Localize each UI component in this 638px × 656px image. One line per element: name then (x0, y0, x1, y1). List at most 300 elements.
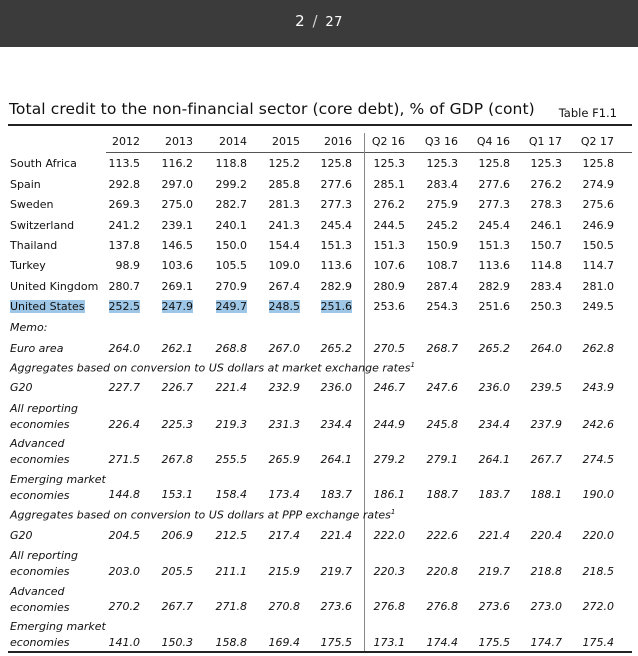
country-value (570, 198, 614, 211)
row-label-text: G20 (10, 529, 33, 542)
cell-value: 98.9 (115, 259, 140, 272)
aggregate-value (308, 600, 352, 613)
page-separator: / (312, 12, 319, 30)
cell-value: 249.5 (582, 300, 614, 313)
cell-value: 252.5 (108, 300, 140, 313)
cell-value: 292.8 (108, 178, 140, 191)
aggregate-value (96, 488, 140, 501)
row-label-text: Sweden (10, 198, 54, 211)
cell-value: 251.6 (320, 300, 352, 313)
country-value (149, 239, 193, 252)
cell-value: 241.2 (108, 219, 140, 232)
cell-value: 107.6 (373, 259, 405, 272)
country-label (10, 259, 46, 272)
cell-value: 283.4 (530, 280, 562, 293)
cell-value: 277.3 (320, 198, 352, 211)
cell-value: 273.6 (478, 600, 510, 613)
aggregate-value (203, 453, 247, 466)
country-label (10, 280, 98, 293)
country-value (203, 239, 247, 252)
cell-value: 265.2 (478, 342, 510, 355)
cell-value: 276.2 (530, 178, 562, 191)
country-value (256, 280, 300, 293)
cell-value: 113.6 (320, 259, 352, 272)
aggregate-value (414, 418, 458, 431)
country-value (308, 259, 352, 272)
aggregate-value (414, 488, 458, 501)
pdf-viewer-toolbar (0, 0, 638, 47)
cell-value: 267.0 (268, 342, 300, 355)
country-value (256, 157, 300, 170)
country-value (96, 259, 140, 272)
country-value (361, 239, 405, 252)
country-value (518, 300, 562, 313)
aggregate-value (256, 636, 300, 649)
cell-value: 248.5 (268, 300, 300, 313)
cell-value: 219.3 (215, 418, 247, 431)
cell-value: 232.9 (268, 381, 300, 394)
cell-value: 271.5 (108, 453, 140, 466)
aggregate-value (96, 453, 140, 466)
euro-area-value (149, 342, 193, 355)
cell-value: 144.8 (108, 488, 140, 501)
country-value (256, 178, 300, 191)
cell-value: 246.9 (582, 219, 614, 232)
aggregate-label-cont (10, 636, 70, 649)
row-label-text: South Africa (10, 157, 77, 170)
aggregate-value (361, 636, 405, 649)
cell-value: 173.1 (373, 636, 405, 649)
country-value (361, 198, 405, 211)
cell-value: 150.5 (582, 239, 614, 252)
cell-value: 240.1 (215, 219, 247, 232)
cell-value: 273.6 (320, 600, 352, 613)
aggregate-value (256, 488, 300, 501)
cell-value: 270.5 (373, 342, 405, 355)
aggregate-value (570, 636, 614, 649)
cell-value: 264.0 (530, 342, 562, 355)
table-title: Total credit to the non-financial sector (core debt), % of GDP (cont) (9, 100, 535, 118)
country-value (308, 198, 352, 211)
cell-value: 153.1 (161, 488, 193, 501)
column-header: 2015 (272, 135, 300, 148)
cell-value: 282.9 (478, 280, 510, 293)
cell-value: 175.5 (320, 636, 352, 649)
row-label-text: economies (10, 418, 70, 431)
country-value (149, 259, 193, 272)
country-value (570, 259, 614, 272)
cell-value: 174.4 (426, 636, 458, 649)
cell-value: 150.9 (426, 239, 458, 252)
header-rule (106, 152, 632, 153)
country-value (96, 178, 140, 191)
aggregate-value (361, 529, 405, 542)
cell-value: 222.6 (426, 529, 458, 542)
aggregate-value (361, 600, 405, 613)
aggregate-label-cont (10, 489, 70, 502)
cell-value: 154.4 (268, 239, 300, 252)
country-value (308, 239, 352, 252)
country-value (308, 178, 352, 191)
cell-value: 283.4 (426, 178, 458, 191)
cell-value: 249.7 (215, 300, 247, 313)
country-value (518, 259, 562, 272)
cell-value: 217.4 (268, 529, 300, 542)
cell-value: 109.0 (268, 259, 300, 272)
cell-value: 241.3 (268, 219, 300, 232)
aggregate-value (149, 600, 193, 613)
cell-value: 158.8 (215, 636, 247, 649)
country-value (96, 239, 140, 252)
cell-value: 274.5 (582, 453, 614, 466)
aggregate-value (203, 600, 247, 613)
aggregate-value (96, 381, 140, 394)
cell-value: 239.1 (161, 219, 193, 232)
country-label (10, 219, 74, 232)
country-value (466, 219, 510, 232)
aggregate-value (570, 381, 614, 394)
aggregate-label (10, 473, 106, 486)
aggregate-value (414, 565, 458, 578)
country-value (361, 157, 405, 170)
cell-value: 175.4 (582, 636, 614, 649)
cell-value: 226.4 (108, 418, 140, 431)
cell-value: 269.3 (108, 198, 140, 211)
aggregate-label (10, 585, 65, 598)
aggregate-value (203, 381, 247, 394)
cell-value: 245.4 (478, 219, 510, 232)
cell-value: 281.0 (582, 280, 614, 293)
cell-value: 141.0 (108, 636, 140, 649)
cell-value: 205.5 (161, 565, 193, 578)
country-value (203, 280, 247, 293)
aggregate-value (256, 565, 300, 578)
aggregate-value (361, 565, 405, 578)
aggregate-value (203, 418, 247, 431)
aggregate-value (518, 600, 562, 613)
row-label-text: economies (10, 489, 70, 502)
cell-value: 105.5 (215, 259, 247, 272)
aggregate-label (10, 549, 78, 562)
country-value (149, 157, 193, 170)
cell-value: 118.8 (215, 157, 247, 170)
country-value (149, 280, 193, 293)
column-header: 2012 (112, 135, 140, 148)
aggregate-label (10, 620, 106, 633)
country-value (361, 300, 405, 313)
aggregate-value (361, 381, 405, 394)
cell-value: 125.8 (582, 157, 614, 170)
cell-value: 282.9 (320, 280, 352, 293)
country-value (466, 300, 510, 313)
cell-value: 116.2 (161, 157, 193, 170)
country-value (308, 219, 352, 232)
table-bottom-rule (8, 651, 632, 653)
cell-value: 150.7 (530, 239, 562, 252)
country-value (518, 198, 562, 211)
aggregate-value (96, 529, 140, 542)
country-value (96, 300, 140, 313)
aggregate-value (570, 600, 614, 613)
cell-value: 226.7 (161, 381, 193, 394)
aggregate-value (96, 565, 140, 578)
country-value (518, 219, 562, 232)
column-header: Q4 16 (476, 135, 510, 148)
cell-value: 151.3 (320, 239, 352, 252)
column-header: Q3 16 (424, 135, 458, 148)
euro-area-value (361, 342, 405, 355)
aggregate-value (308, 381, 352, 394)
cell-value: 267.7 (161, 600, 193, 613)
country-value (414, 280, 458, 293)
cell-value: 251.6 (478, 300, 510, 313)
country-value (570, 280, 614, 293)
column-header: Q2 16 (371, 135, 405, 148)
cell-value: 211.1 (215, 565, 247, 578)
aggregate-value (149, 453, 193, 466)
country-label (10, 239, 57, 252)
cell-value: 222.0 (373, 529, 405, 542)
current-page: 2 (295, 12, 306, 30)
aggregate-value (570, 488, 614, 501)
country-value (203, 300, 247, 313)
cell-value: 270.8 (268, 600, 300, 613)
aggregate-value (466, 565, 510, 578)
aggregate-label (10, 529, 33, 542)
country-value (96, 157, 140, 170)
aggregate-value (256, 600, 300, 613)
cell-value: 203.0 (108, 565, 140, 578)
country-value (149, 219, 193, 232)
cell-value: 221.4 (478, 529, 510, 542)
cell-value: 234.4 (478, 418, 510, 431)
country-value (414, 157, 458, 170)
cell-value: 264.0 (108, 342, 140, 355)
aggregate-value (256, 453, 300, 466)
column-header: Q1 17 (528, 135, 562, 148)
row-label-text: Euro area (10, 342, 64, 355)
cell-value: 250.3 (530, 300, 562, 313)
cell-value: 125.2 (268, 157, 300, 170)
aggregate-value (96, 418, 140, 431)
country-value (256, 198, 300, 211)
cell-value: 268.8 (215, 342, 247, 355)
cell-value: 237.9 (530, 418, 562, 431)
column-header: Q2 17 (580, 135, 614, 148)
row-label-text: economies (10, 565, 70, 578)
aggregate-value (308, 453, 352, 466)
cell-value: 246.1 (530, 219, 562, 232)
aggregate-value (466, 636, 510, 649)
country-value (518, 239, 562, 252)
cell-value: 274.9 (582, 178, 614, 191)
cell-value: 188.1 (530, 488, 562, 501)
country-label (10, 157, 77, 170)
aggregate-value (518, 529, 562, 542)
row-label-text: All reporting (10, 402, 78, 415)
cell-value: 220.4 (530, 529, 562, 542)
euro-area-value (96, 342, 140, 355)
country-value (466, 259, 510, 272)
cell-value: 268.7 (426, 342, 458, 355)
cell-value: 173.4 (268, 488, 300, 501)
euro-area-value (308, 342, 352, 355)
aggregate-value (518, 565, 562, 578)
column-header: 2013 (165, 135, 193, 148)
cell-value: 175.5 (478, 636, 510, 649)
country-value (466, 280, 510, 293)
cell-value: 247.6 (426, 381, 458, 394)
row-label-text: Memo: (10, 321, 48, 334)
aggregate-value (414, 453, 458, 466)
aggregate-value (308, 418, 352, 431)
country-value (414, 239, 458, 252)
aggregate-value (149, 488, 193, 501)
euro-area-value (518, 342, 562, 355)
country-value (414, 198, 458, 211)
country-value (203, 178, 247, 191)
country-label (10, 198, 53, 211)
section-ppp-rates (10, 508, 395, 522)
cell-value: 277.6 (320, 178, 352, 191)
aggregate-value (361, 488, 405, 501)
aggregate-value (414, 381, 458, 394)
country-value (570, 178, 614, 191)
aggregate-value (518, 381, 562, 394)
cell-value: 262.1 (161, 342, 193, 355)
aggregate-value (466, 488, 510, 501)
cell-value: 113.5 (108, 157, 140, 170)
cell-value: 221.4 (320, 529, 352, 542)
cell-value: 239.5 (530, 381, 562, 394)
cell-value: 276.2 (373, 198, 405, 211)
table-top-rule (8, 124, 632, 126)
country-value (308, 280, 352, 293)
country-value (149, 300, 193, 313)
cell-value: 245.2 (426, 219, 458, 232)
aggregate-value (149, 418, 193, 431)
aggregate-value (256, 529, 300, 542)
country-value (256, 259, 300, 272)
cell-value: 247.9 (161, 300, 193, 313)
cell-value: 246.7 (373, 381, 405, 394)
country-value (203, 219, 247, 232)
country-value (149, 198, 193, 211)
aggregate-label-cont (10, 418, 70, 431)
cell-value: 242.6 (582, 418, 614, 431)
cell-value: 279.2 (373, 453, 405, 466)
aggregate-value (203, 565, 247, 578)
country-label (10, 300, 85, 313)
country-value (203, 157, 247, 170)
cell-value: 125.8 (320, 157, 352, 170)
cell-value: 285.8 (268, 178, 300, 191)
aggregate-value (96, 636, 140, 649)
cell-value: 269.1 (161, 280, 193, 293)
euro-area-value (466, 342, 510, 355)
cell-value: 271.8 (215, 600, 247, 613)
cell-value: 227.7 (108, 381, 140, 394)
aggregate-label-cont (10, 565, 70, 578)
aggregate-value (256, 418, 300, 431)
memo-label (10, 321, 47, 334)
column-header: 2014 (219, 135, 247, 148)
row-label-text: United Kingdom (10, 280, 99, 293)
cell-value: 125.3 (530, 157, 562, 170)
cell-value: 204.5 (108, 529, 140, 542)
cell-value: 265.9 (268, 453, 300, 466)
cell-value: 264.1 (320, 453, 352, 466)
cell-value: 278.3 (530, 198, 562, 211)
country-value (466, 178, 510, 191)
cell-value: 220.8 (426, 565, 458, 578)
country-value (149, 178, 193, 191)
cell-value: 279.1 (426, 453, 458, 466)
cell-value: 221.4 (215, 381, 247, 394)
euro-area-value (256, 342, 300, 355)
country-value (518, 178, 562, 191)
cell-value: 287.4 (426, 280, 458, 293)
aggregate-label (10, 381, 33, 394)
cell-value: 273.0 (530, 600, 562, 613)
country-value (256, 300, 300, 313)
country-value (466, 239, 510, 252)
row-label-text: economies (10, 601, 70, 614)
row-label-text: Switzerland (10, 219, 75, 232)
aggregate-value (308, 636, 352, 649)
country-value (361, 280, 405, 293)
cell-value: 267.8 (161, 453, 193, 466)
aggregate-value (570, 453, 614, 466)
cell-value: 270.2 (108, 600, 140, 613)
row-label-text: economies (10, 453, 70, 466)
cell-value: 146.5 (161, 239, 193, 252)
aggregate-label-cont (10, 601, 70, 614)
aggregate-value (256, 381, 300, 394)
row-label-text: Thailand (10, 239, 58, 252)
section-market-rates (10, 361, 415, 375)
cell-value: 225.3 (161, 418, 193, 431)
cell-value: 267.4 (268, 280, 300, 293)
row-label-text: Turkey (10, 259, 46, 272)
aggregate-value (414, 600, 458, 613)
cell-value: 281.3 (268, 198, 300, 211)
aggregate-value (308, 529, 352, 542)
cell-value: 188.7 (426, 488, 458, 501)
country-value (414, 219, 458, 232)
cell-value: 255.5 (215, 453, 247, 466)
cell-value: 158.4 (215, 488, 247, 501)
footnote-marker: 1 (390, 508, 396, 516)
euro-area-value (203, 342, 247, 355)
cell-value: 244.5 (373, 219, 405, 232)
cell-value: 218.5 (582, 565, 614, 578)
country-value (308, 157, 352, 170)
country-value (570, 157, 614, 170)
section-label: Aggregates based on conversion to US dollars at PPP exchange rates (10, 508, 391, 522)
cell-value: 264.1 (478, 453, 510, 466)
aggregate-value (518, 488, 562, 501)
cell-value: 125.3 (373, 157, 405, 170)
total-pages: 27 (325, 15, 343, 30)
aggregate-value (466, 381, 510, 394)
country-value (256, 219, 300, 232)
aggregate-value (96, 600, 140, 613)
cell-value: 108.7 (426, 259, 458, 272)
cell-value: 275.6 (582, 198, 614, 211)
cell-value: 280.7 (108, 280, 140, 293)
aggregate-value (203, 529, 247, 542)
